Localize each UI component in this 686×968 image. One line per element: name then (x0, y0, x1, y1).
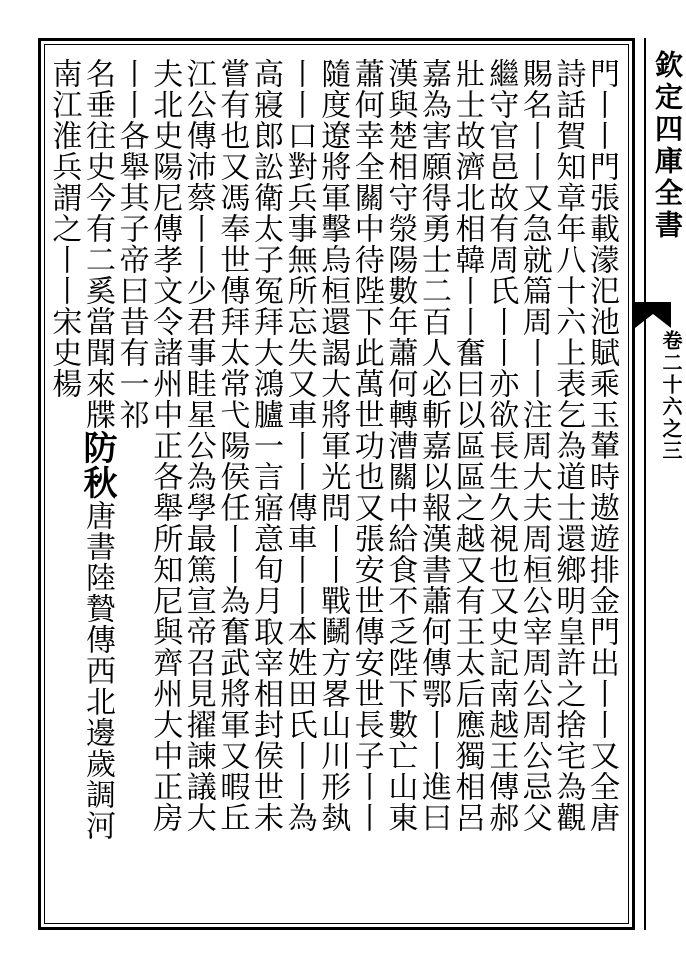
text-column (450, 58, 484, 918)
text-column (248, 58, 282, 918)
column-text: 門丨丨門張載濛汜池賦乘玉輦時遨遊排金門出丨丨又全唐 (583, 58, 619, 833)
margin-volume: 卷二十六之三 (659, 330, 683, 462)
column-text: 名垂往史今有二奚當聞來牒 (79, 58, 115, 430)
column-text: 夫北史陽尼傳孝文令諸州中正各舉所知尼與齊州大中正房 (147, 58, 183, 833)
column-text: 嘗有也又馮奉世傳拜太常弋陽侯任丨丨為奮武將軍又暇丘 (214, 58, 250, 833)
column-text: 詩話賀知章年八十六上表乞為道士還鄉明皇許之捨宅為觀 (550, 58, 586, 833)
text-column (76, 58, 117, 918)
text-column (484, 58, 518, 918)
text-column (316, 58, 350, 918)
text-column (47, 58, 81, 918)
text-column (383, 58, 417, 918)
text-column (148, 58, 182, 918)
column-text: 隨度遼將軍擊烏桓還謁大將軍光問丨丨戰鬭方畧山川形埶 (315, 58, 351, 833)
text-column (114, 58, 148, 918)
column-text: 南江淮兵謂之丨丨宋史楊 (46, 58, 82, 399)
column-text: 蕭何幸全關中待陛下此萬世功也又張安世傳安世長子丨丨 (348, 58, 384, 833)
column-text: 漢與楚相守滎陽數年蕭何轉漕關中給食不乏陛下數亡山東 (382, 58, 418, 833)
text-column (349, 58, 383, 918)
margin-title: 欽定四庫全書 (651, 50, 684, 242)
entry-heading: 防秋 (76, 430, 117, 500)
text-column (416, 58, 450, 918)
margin-rule (644, 38, 646, 930)
text-column (181, 58, 215, 918)
column-text: 唐書陸贄傳西北邊歲調河 (79, 500, 115, 841)
column-text: 丨丨口對兵事無所忘失又車丨丨傳車丨丨本姓田氏丨丨為 (281, 58, 317, 833)
text-column (584, 58, 618, 918)
column-text: 丨丨各舉其子帝曰昔有一祁 (113, 58, 149, 430)
text-column (551, 58, 585, 918)
column-text: 嘉為害願得勇士二百人必斬嘉以報漢書蕭何傳鄂丨丨進曰 (415, 58, 451, 833)
column-text: 高寢郎訟衛太子冤拜大鴻臚一言寤意旬月取宰相封侯世未 (247, 58, 283, 833)
fishtail-mark-icon (633, 300, 673, 330)
column-text: 賜名丨丨又急就篇周丨丨注周大夫周桓公宰周公周公忌父 (516, 58, 552, 833)
column-text: 江公傳沛蔡丨丨少君事眭星公為學最篤宣帝召見擢諫議大 (180, 58, 216, 833)
text-column (517, 58, 551, 918)
column-text: 壯士故濟北相韓丨丨奮曰以區區之越又有王太后應獨相呂 (449, 58, 485, 833)
column-text: 繼守官邑故有周氏丨丨亦欲長生久視也又史記南越王傳郝 (483, 58, 519, 833)
text-column (215, 58, 249, 918)
text-column (282, 58, 316, 918)
